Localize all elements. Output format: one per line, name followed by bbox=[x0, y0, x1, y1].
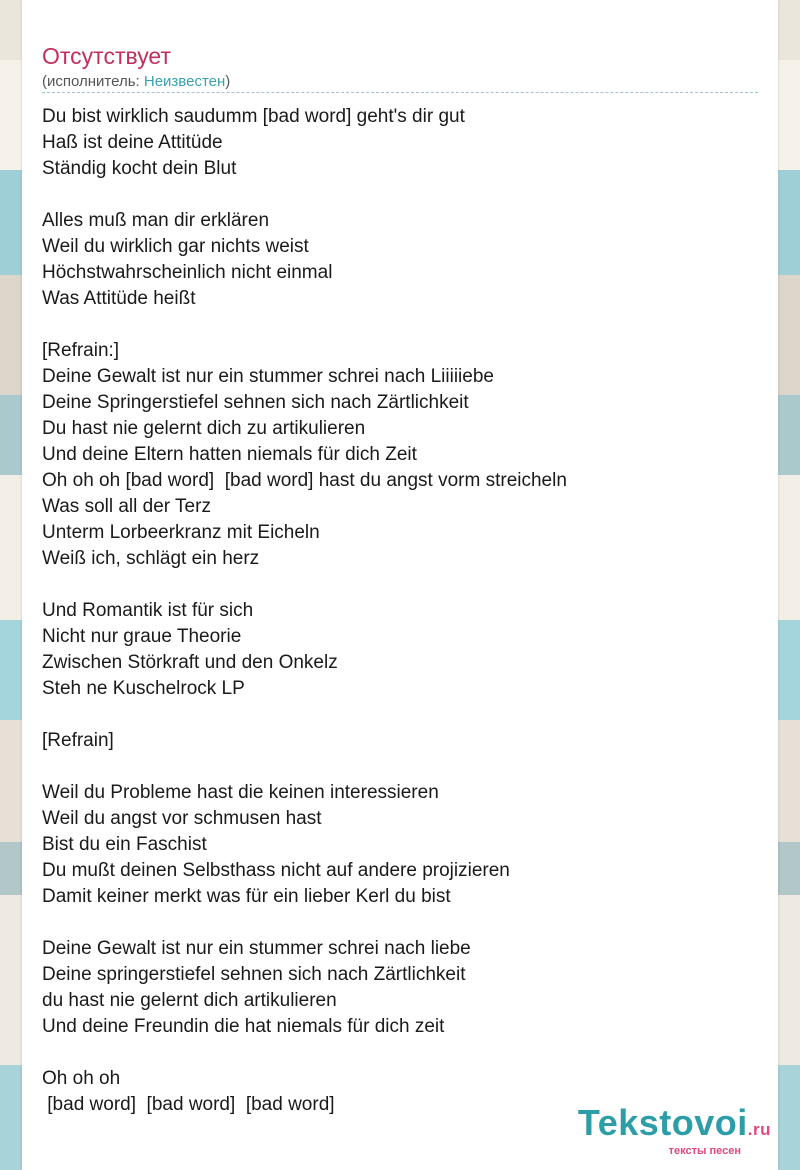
lyric-line: du hast nie gelernt dich artikulieren bbox=[42, 990, 337, 1011]
lyric-line: Deine Springerstiefel sehnen sich nach Zärtlichkeit bbox=[42, 392, 469, 413]
lyric-line: Oh oh oh [bad word] [bad word] hast du angst vorm streicheln bbox=[42, 470, 567, 491]
lyric-line: Und deine Eltern hatten niemals für dich Zeit bbox=[42, 444, 417, 465]
lyric-line: Und Romantik ist für sich bbox=[42, 600, 254, 621]
artist-prefix: (исполнитель: bbox=[42, 73, 144, 90]
lyric-line: Zwischen Störkraft und den Onkelz bbox=[42, 652, 338, 673]
lyric-line: Weiß ich, schlägt ein herz bbox=[42, 548, 260, 569]
lyric-line: [Refrain:] bbox=[42, 340, 120, 361]
artist-line bbox=[42, 73, 230, 91]
lyric-line: Höchstwahrscheinlich nicht einmal bbox=[42, 262, 333, 283]
lyric-line: Du hast nie gelernt dich zu artikulieren bbox=[42, 418, 366, 439]
lyric-line bbox=[42, 572, 758, 598]
artist-link[interactable]: Неизвестен bbox=[143, 73, 226, 90]
lyric-line bbox=[42, 182, 758, 208]
lyric-line: Alles muß man dir erklären bbox=[42, 210, 270, 231]
song-title: Отсутствует bbox=[42, 43, 171, 69]
lyric-line: Und deine Freundin die hat niemals für dich zeit bbox=[42, 1016, 445, 1037]
lyric-line: Du bist wirklich saudumm [bad word] geht's dir gut bbox=[42, 106, 465, 127]
lyric-line: Bist du ein Faschist bbox=[42, 834, 207, 855]
lyrics-page bbox=[22, 0, 778, 1170]
lyric-line: Deine Gewalt ist nur ein stummer schrei nach Liiiiiebe bbox=[42, 366, 494, 387]
lyric-line: Steh ne Kuschelrock LP bbox=[42, 678, 245, 699]
lyric-line: [Refrain] bbox=[42, 730, 114, 751]
lyric-line: Oh oh oh bbox=[42, 1068, 121, 1089]
lyrics-text bbox=[42, 104, 758, 1118]
site-logo[interactable] bbox=[578, 1104, 771, 1157]
lyric-line: Damit keiner merkt was für ein lieber Kerl du bist bbox=[42, 886, 451, 907]
lyric-line: Weil du angst vor schmusen hast bbox=[42, 808, 322, 829]
artist-suffix: ) bbox=[225, 73, 231, 90]
logo-tagline: тексты песен bbox=[668, 1145, 741, 1157]
lyric-line: Ständig kocht dein Blut bbox=[42, 158, 237, 179]
lyric-line: Weil du wirklich gar nichts weist bbox=[42, 236, 309, 257]
lyric-line: Was soll all der Terz bbox=[42, 496, 211, 517]
lyric-line: Haß ist deine Attitüde bbox=[42, 132, 223, 153]
lyric-line: Nicht nur graue Theorie bbox=[42, 626, 242, 647]
logo-wordmark bbox=[578, 1104, 771, 1149]
lyric-line bbox=[42, 312, 758, 338]
lyric-line: Du mußt deinen Selbsthass nicht auf andere projizieren bbox=[42, 860, 510, 881]
logo-tld: .ru bbox=[747, 1120, 771, 1139]
lyric-line: [bad word] [bad word] [bad word] bbox=[42, 1094, 335, 1115]
lyric-line: Deine springerstiefel sehnen sich nach Zärtlichkeit bbox=[42, 964, 466, 985]
title-divider bbox=[42, 92, 758, 93]
lyric-line bbox=[42, 702, 758, 728]
lyric-line bbox=[42, 910, 758, 936]
lyric-line: Unterm Lorbeerkranz mit Eicheln bbox=[42, 522, 320, 543]
lyric-line: Deine Gewalt ist nur ein stummer schrei nach liebe bbox=[42, 938, 471, 959]
lyric-line: Weil du Probleme hast die keinen interessieren bbox=[42, 782, 439, 803]
logo-name: Tekstovoi bbox=[577, 1102, 748, 1143]
lyric-line bbox=[42, 1040, 758, 1066]
lyric-line: Was Attitüde heißt bbox=[42, 288, 196, 309]
lyric-line bbox=[42, 754, 758, 780]
